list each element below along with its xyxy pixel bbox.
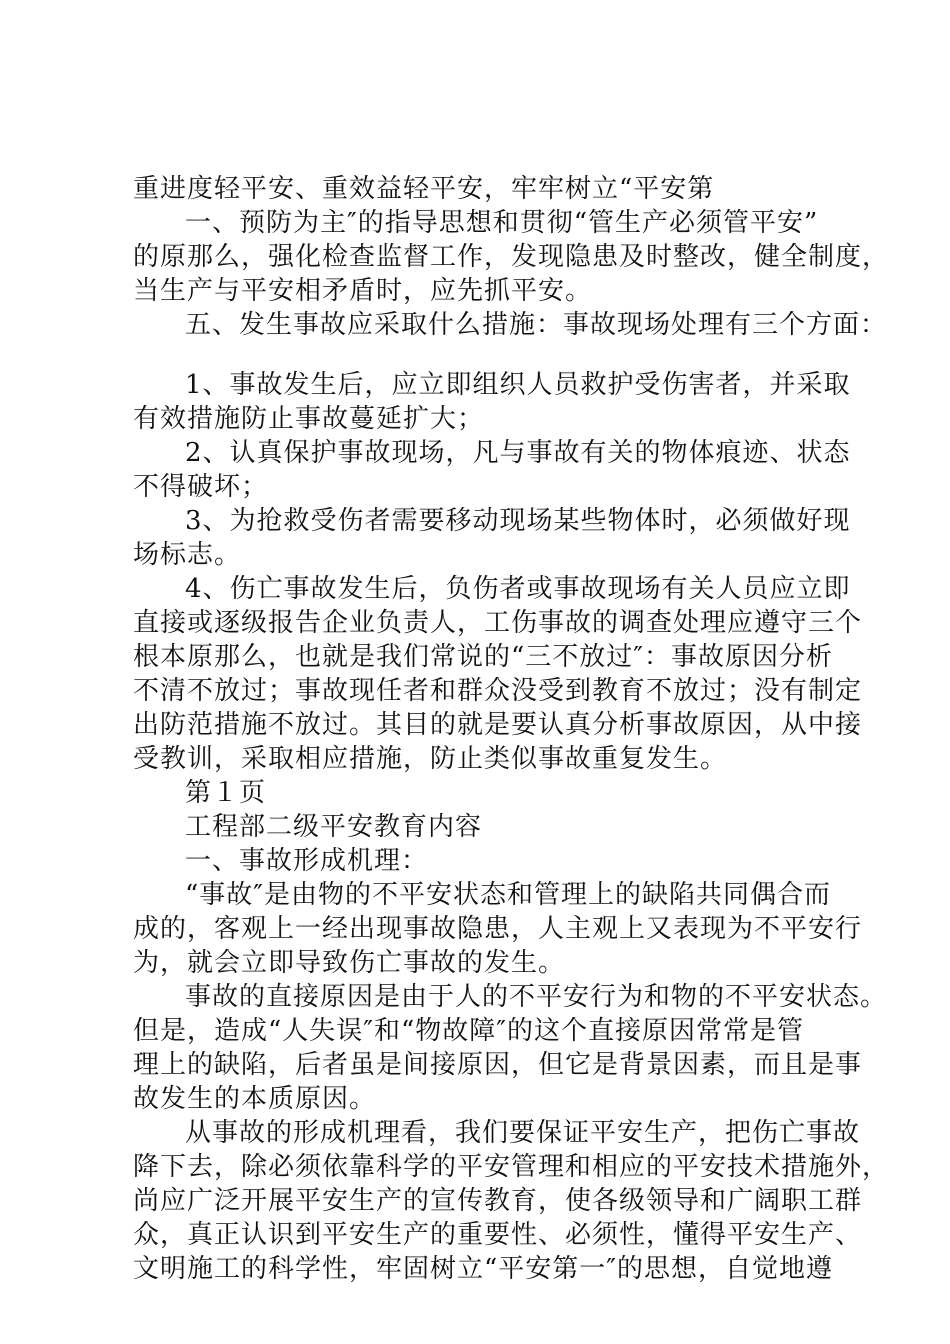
- text-line: 众，真正认识到平安生产的重要性、必须性，懂得平安生产、: [133, 1220, 863, 1250]
- list-item: 3、为抢救受伤者需要移动现场某些物体时，必须做好现: [185, 506, 851, 536]
- section-heading: 五、发生事故应采取什么措施：事故现场处理有三个方面：: [185, 310, 888, 340]
- text-line: 重进度轻平安、重效益轻平安，牢牢树立“平安第: [133, 174, 715, 204]
- page-number: 第１页: [185, 778, 267, 808]
- text-line: 不得破坏；: [133, 472, 269, 502]
- document-title: 工程部二级平安教育内容: [185, 812, 483, 842]
- text-line: 成的，客观上一经出现事故隐患，人主观上又表现为不平安行: [133, 914, 863, 944]
- text-line: 理上的缺陷，后者虽是间接原因，但它是背景因素，而且是事: [133, 1050, 863, 1080]
- paragraph-line: 事故的直接原因是由于人的不平安行为和物的不平安状态。: [185, 982, 888, 1012]
- text-line: 出防范措施不放过。其目的就是要认真分析事故原因，从中接: [133, 710, 863, 740]
- text-line: 根本原那么，也就是我们常说的“三不放过″：事故原因分析: [133, 642, 834, 672]
- list-item: 4、伤亡事故发生后，负伤者或事故现场有关人员应立即: [185, 574, 851, 604]
- text-line: 不清不放过；事故现任者和群众没受到教育不放过；没有制定: [133, 676, 863, 706]
- paragraph-line: “事故″是由物的不平安状态和管理上的缺陷共同偶合而: [185, 880, 832, 910]
- text-line: 的原那么，强化检查监督工作，发现隐患及时整改，健全制度，: [133, 242, 890, 272]
- paragraph-line: 一、预防为主″的指导思想和贯彻“管生产必须管平安”: [185, 208, 819, 238]
- text-line: 受教训，采取相应措施，防止类似事故重复发生。: [133, 744, 728, 774]
- text-line: 场标志。: [133, 540, 242, 570]
- text-line: 降下去，除必须依靠科学的平安管理和相应的平安技术措施外，: [133, 1152, 890, 1182]
- text-line: 为，就会立即导致伤亡事故的发生。: [133, 948, 566, 978]
- text-line: 故发生的本质原因。: [133, 1084, 377, 1114]
- text-line: 尚应广泛开展平安生产的宣传教育，使各级领导和广阔职工群: [133, 1186, 863, 1216]
- text-line: 直接或逐级报告企业负责人，工伤事故的调查处理应遵守三个: [133, 608, 863, 638]
- text-line: 当生产与平安相矛盾时，应先抓平安。: [133, 276, 593, 306]
- text-line: 但是，造成“人失误″和“物故障″的这个直接原因常常是管: [133, 1016, 805, 1046]
- list-item: 1、事故发生后，应立即组织人员救护受伤害者，并采取: [185, 370, 851, 400]
- paragraph-line: 从事故的形成机理看，我们要保证平安生产，把伤亡事故: [185, 1118, 861, 1148]
- list-item: 2、认真保护事故现场，凡与事故有关的物体痕迹、状态: [185, 438, 851, 468]
- text-line: 有效措施防止事故蔓延扩大；: [133, 404, 485, 434]
- text-line: 文明施工的科学性，牢固树立“平安第一″的思想，自觉地遵: [133, 1254, 834, 1284]
- section-heading: 一、事故形成机理：: [185, 846, 429, 876]
